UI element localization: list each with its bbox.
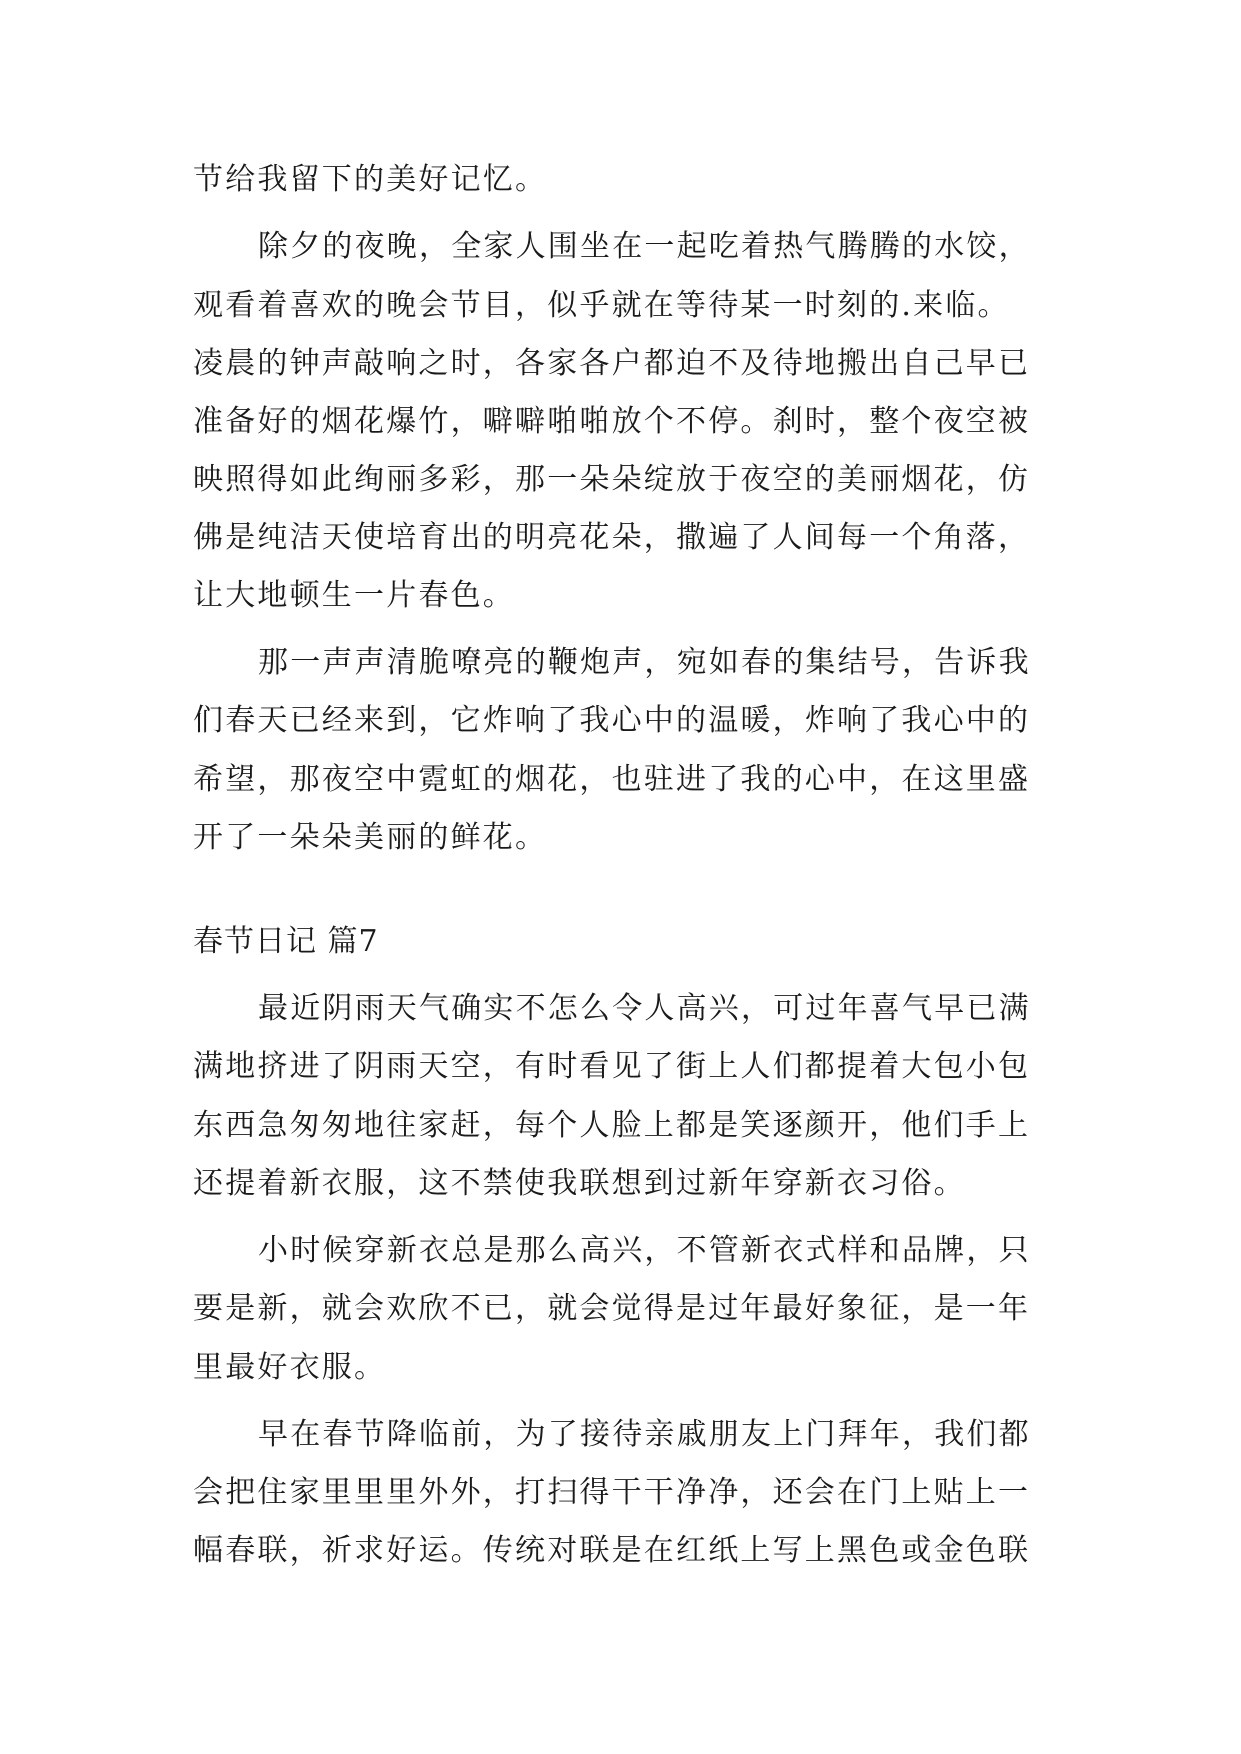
text-line: 准备好的烟花爆竹，噼噼啪啪放个不停。刹时，整个夜空被 (193, 404, 1031, 439)
paragraph-first-line: 小时候穿新衣总是那么高兴，不管新衣式样和品牌，只 (258, 1233, 1031, 1268)
paragraph-first-line: 那一声声清脆嘹亮的鞭炮声，宛如春的集结号，告诉我 (258, 645, 1031, 680)
text-line: 会把住家里里里外外，打扫得干干净净，还会在门上贴上一 (193, 1475, 1031, 1510)
text-line: 让大地顿生一片春色。 (193, 578, 515, 613)
paragraph-first-line: 早在春节降临前，为了接待亲戚朋友上门拜年，我们都 (258, 1417, 1031, 1452)
text-line: 凌晨的钟声敲响之时，各家各户都迫不及待地搬出自己早已 (193, 346, 1031, 381)
text-line: 满地挤进了阴雨天空，有时看见了街上人们都提着大包小包 (193, 1049, 1031, 1084)
text-line: 开了一朵朵美丽的鲜花。 (193, 820, 548, 855)
text-line: 佛是纯洁天使培育出的明亮花朵，撒遍了人间每一个角落， (193, 520, 1031, 555)
text-line: 还提着新衣服，这不禁使我联想到过新年穿新衣习俗。 (193, 1166, 966, 1201)
text-line: 们春天已经来到，它炸响了我心中的温暖，炸响了我心中的 (193, 703, 1031, 738)
text-line: 东西急匆匆地往家赶，每个人脸上都是笑逐颜开，他们手上 (193, 1108, 1031, 1143)
paragraph-first-line: 最近阴雨天气确实不怎么令人高兴，可过年喜气早已满 (258, 991, 1031, 1026)
text-line: 幅春联，祈求好运。传统对联是在红纸上写上黑色或金色联 (193, 1533, 1031, 1568)
text-line: 观看着喜欢的晚会节目，似乎就在等待某一时刻的.来临。 (193, 288, 1010, 323)
text-line: 希望，那夜空中霓虹的烟花，也驻进了我的心中，在这里盛 (193, 762, 1031, 797)
text-line: 节给我留下的美好记忆。 (193, 162, 548, 197)
text-line: 里最好衣服。 (193, 1350, 387, 1385)
paragraph-first-line: 除夕的夜晚，全家人围坐在一起吃着热气腾腾的水饺， (258, 229, 1031, 264)
text-line: 要是新，就会欢欣不已，就会觉得是过年最好象征，是一年 (193, 1291, 1031, 1326)
section-heading: 春节日记 篇7 (193, 924, 379, 959)
text-line: 映照得如此绚丽多彩，那一朵朵绽放于夜空的美丽烟花，仿 (193, 462, 1031, 497)
